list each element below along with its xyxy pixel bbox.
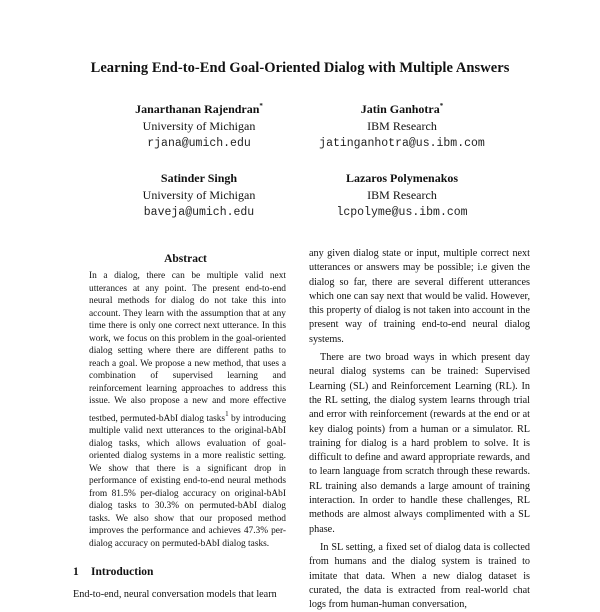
author-block [287,98,517,152]
author-affiliation: University of Michigan [142,188,256,202]
author-name: Jatin Ganhotra* [360,102,444,116]
author-name: Janarthanan Rajendran* [135,102,263,116]
section-heading [73,566,303,578]
author-email: rjana@umich.edu [147,137,251,150]
author-affiliation: IBM Research [367,188,437,202]
author-affiliation: University of Michigan [142,119,256,133]
abstract-body: In a dialog, there can be multiple valid next utterances at any point. The present end-to-end neural methods for dialog do not take this into account. They learn with the assumption that at any time there is only one correct next utterance. In this work, we focus on this problem in the goal-oriented dialog setting where there are different paths to reach a goal. We propose a new method, that uses a combination of supervised learning and reinforcement learning approaches to address this issue. We also propose a new and more effective testbed, permuted-bAbI dialog tasks$^1$ by introducing multiple valid next utterances to the original-bAbI dialog tasks, which allows evaluation of goal-oriented dialog systems in a more realistic setting. We show that there is a significant drop in performance of existing end-to-end neural methods from 81.5% per-dialog accuracy on original-bAbI dialog tasks to 30.3% on permuted-bAbI dialog tasks. We also show that our proposed method improves the performance and achieves 47.3% per-dialog accuracy on permuted-bAbI dialog tasks. [89,271,286,549]
right-column [309,247,530,612]
paragraph: any given dialog state or input, multiple correct next utterances or answers may be possible; i.e given the dialog so far, there are several different utterances which one can say next that would be valid. However, this property of dialog is not taken into account in the present way of training end-to-end neural dialog systems. [309,248,530,345]
abstract-heading: Abstract [164,253,207,265]
section-title: Introduction [91,566,154,578]
author-affiliation: IBM Research [367,119,437,133]
section-number: 1 [73,566,79,578]
footnote-marker: 1 [225,409,229,418]
author-name: Satinder Singh [160,171,238,185]
equal-contribution-mark: * [439,102,444,110]
author-block [287,170,517,221]
paragraph: In SL setting, a fixed set of dialog data is collected from humans and the dialog system is trained to imitate that data. When a new dialog dataset is curated, the data is extracted from real-world chat logs from human-human conversation, [309,541,530,611]
paper-title: Learning End-to-End Goal-Oriented Dialog with Multiple Answers [90,60,510,76]
author-block [84,98,314,152]
author-block [84,170,314,221]
paragraph: There are two broad ways in which present day neural dialog systems can be trained: Supervised Learning (SL) and Reinforcement Learning (RL). In the RL setting, the dialog system learns through trial and error with reinforcement (rewards at the end or at key dialog points) from a human or a simulator. RL training for dialog is a hard problem to solve. It is difficult to define and award appropriate rewards, and to learn language from scratch through these rewards. RL training also demands a large amount of training interaction. In order to handle these challenges, RL methods are almost always complimented with a SL phase. [309,352,530,535]
author-name: Lazaros Polymenakos [345,171,459,185]
equal-contribution-mark: * [259,102,263,110]
author-email: jatinganhotra@us.ibm.com [319,137,485,150]
intro-first-line: End-to-end, neural conversation models that learn [73,589,277,600]
author-email: baveja@umich.edu [143,206,255,219]
author-email: lcpolyme@us.ibm.com [336,206,468,219]
